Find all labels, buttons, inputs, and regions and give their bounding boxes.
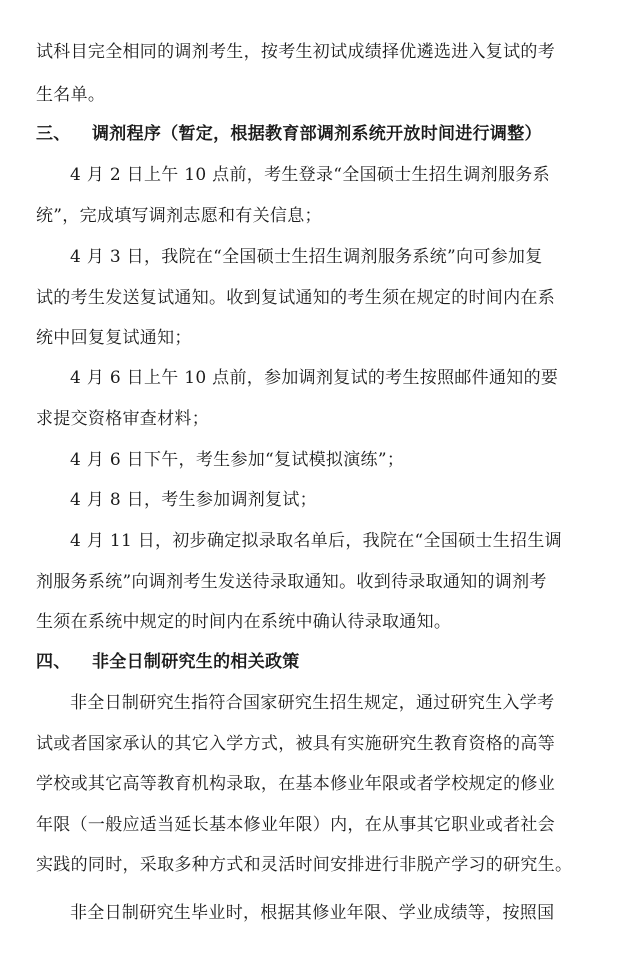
body-text-line: 4 月 2 日上午 10 点前，考生登录“全国硕士生招生调剂服务系: [70, 165, 550, 185]
body-text-line: 生须在系统中规定的时间内在系统中确认待录取通知。: [36, 612, 452, 632]
body-text-line: 非全日制研究生指符合国家研究生招生规定，通过研究生入学考: [70, 693, 555, 713]
body-text-line: 统中回复复试通知；: [36, 328, 192, 348]
body-text-line: 剂服务系统”向调剂考生发送待录取通知。收到待录取通知的调剂考: [36, 572, 547, 592]
body-text-line: 学校或其它高等教育机构录取，在基本修业年限或者学校规定的修业: [36, 774, 555, 794]
body-text-line: 试或者国家承认的其它入学方式，被具有实施研究生教育资格的高等: [36, 734, 555, 754]
section-number: 四、: [36, 652, 71, 672]
body-text-line: 非全日制研究生毕业时，根据其修业年限、学业成绩等，按照国: [70, 903, 555, 923]
body-text-line: 4 月 6 日上午 10 点前，参加调剂复试的考生按照邮件通知的要: [70, 368, 559, 388]
section-title: 非全日制研究生的相关政策: [92, 652, 300, 672]
body-text-line: 试的考生发送复试通知。收到复试通知的考生须在规定的时间内在系: [36, 288, 555, 308]
body-text-line: 4 月 6 日下午，考生参加“复试模拟演练”；: [70, 450, 405, 470]
body-text-line: 生名单。: [36, 85, 106, 105]
body-text-line: 实践的同时，采取多种方式和灵活时间安排进行非脱产学习的研究生。: [36, 855, 573, 875]
body-text-line: 试科目完全相同的调剂考生，按考生初试成绩择优遴选进入复试的考: [36, 42, 555, 62]
section-number: 三、: [36, 124, 71, 144]
body-text-line: 4 月 3 日，我院在“全国硕士生招生调剂服务系统”向可参加复: [70, 247, 543, 267]
body-text-line: 4 月 8 日，考生参加调剂复试；: [70, 490, 317, 510]
body-text-line: 年限（一般应适当延长基本修业年限）内，在从事其它职业或者社会: [36, 815, 555, 835]
body-text-line: 统”，完成填写调剂志愿和有关信息；: [36, 206, 322, 226]
body-text-line: 4 月 11 日，初步确定拟录取名单后，我院在“全国硕士生招生调: [70, 531, 562, 551]
section-title: 调剂程序（暂定，根据教育部调剂系统开放时间进行调整）: [92, 124, 542, 144]
body-text-line: 求提交资格审查材料；: [36, 409, 209, 429]
